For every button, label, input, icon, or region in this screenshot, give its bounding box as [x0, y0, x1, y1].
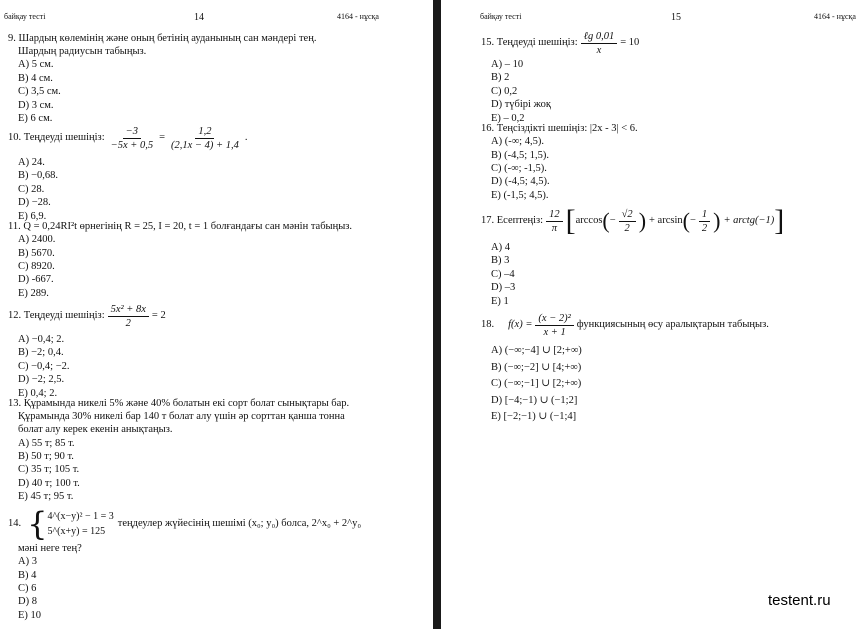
option[interactable]: D) 40 т; 100 т. [18, 477, 80, 489]
option[interactable]: A) −0,4; 2. [18, 334, 65, 345]
option[interactable]: C) 35 т; 105 т. [18, 464, 80, 476]
option[interactable]: E) 6,9. [18, 210, 47, 222]
fraction [108, 303, 149, 330]
variant-label: 4164 - нұсқа [814, 12, 856, 21]
option[interactable]: E) (-1,5; 4,5). [491, 189, 549, 201]
question-text: Шардың радиусын табыңыз. [18, 46, 147, 58]
function-label: f(x) = [508, 319, 533, 331]
page-number: 14 [194, 12, 204, 23]
question-number: 14. [8, 518, 22, 530]
option[interactable]: C) (−∞;−1] ∪ [2;+∞) [491, 378, 582, 389]
options-list [8, 156, 247, 223]
options-list [481, 241, 784, 308]
option[interactable]: A) – 10 [491, 59, 524, 70]
option[interactable]: A) (−∞;−4] ∪ [2;+∞) [491, 345, 582, 356]
option[interactable]: A) 24. [18, 157, 45, 168]
fraction [581, 30, 618, 57]
options-list [8, 555, 361, 622]
function-arccos: arccos [575, 215, 603, 227]
question-text: 13. Құрамында никелі 5% және 40% болатын екі сорт болат сынықтары бар. [8, 398, 350, 409]
question-text: 17. Есептеңіз: [481, 215, 544, 227]
header-title: байқау тесті [4, 12, 46, 21]
option[interactable]: C) 0,2 [491, 85, 518, 97]
option[interactable]: D) −2; 2,5. [18, 374, 65, 386]
left-page [0, 0, 432, 629]
question-text: функциясының өсу аралықтарын табыңыз. [576, 319, 769, 331]
option[interactable]: D) (-4,5; 4,5). [491, 176, 550, 188]
numerator: 1,2 [195, 125, 214, 139]
option[interactable]: D) [−4;−1) ∪ (−1;2] [491, 394, 578, 406]
numerator: (x − 2)² [535, 312, 573, 326]
equation: 5^(x+y) = 125 [47, 526, 106, 537]
option[interactable]: D) –3 [491, 282, 516, 294]
option[interactable]: B) (-4,5; 1,5). [491, 149, 550, 161]
denominator: −5x + 0,5 [110, 139, 154, 151]
denominator: 2 [624, 222, 630, 234]
option[interactable]: C) 6 [18, 582, 37, 594]
denominator: x [596, 44, 602, 56]
option[interactable]: D) 8 [18, 596, 37, 608]
paren-open: ( [602, 208, 610, 233]
option[interactable]: E) 1 [491, 295, 509, 307]
paren-open: ( [682, 208, 690, 233]
bracket-open: [ [565, 204, 576, 237]
option[interactable]: E) 6 см. [18, 112, 53, 124]
fraction [108, 125, 156, 152]
question-text: болат алу керек екенін анықтаңыз. [18, 424, 173, 436]
numerator: ℓg 0,01 [581, 30, 618, 44]
option[interactable]: B) −2; 0,4. [18, 347, 64, 359]
option[interactable]: E) 10 [18, 609, 42, 621]
option[interactable]: B) 4 [18, 569, 37, 581]
option[interactable]: C) −0,4; −2. [18, 360, 70, 372]
options-list [8, 58, 316, 125]
option[interactable]: A) 3 [18, 556, 37, 568]
question-number: 18. [481, 319, 495, 331]
variant-label: 4164 - нұсқа [337, 12, 379, 21]
option[interactable]: E) 289. [18, 287, 49, 299]
paren-close: ) [638, 208, 647, 233]
equation: 4^(x−y)² − 1 = 3 [47, 511, 114, 522]
option[interactable]: C) 28. [18, 183, 45, 195]
option[interactable]: A) 2400. [18, 234, 56, 246]
question-text: 16. Теңсіздікті шешіңіз: |2x - 3| < 6. [481, 123, 638, 134]
option[interactable]: E) [−2;−1) ∪ (−1;4] [491, 411, 577, 422]
options-list [8, 233, 352, 300]
fraction [535, 312, 573, 339]
option[interactable]: E) 45 т; 95 т. [18, 491, 74, 503]
option[interactable]: B) 3 [491, 255, 510, 267]
option[interactable]: C) –4 [491, 268, 515, 280]
paren-close: ) [713, 208, 721, 233]
fraction [546, 208, 563, 235]
question-13 [8, 397, 349, 504]
option[interactable]: B) 5670. [18, 247, 55, 259]
question-text: Құрамында 30% никелі бар 140 т болат алу үшін әр сорттан қанша тонна [18, 411, 345, 423]
denominator: (2,1x − 4) + 1,4 [171, 139, 239, 151]
option[interactable]: E) – 0,2 [491, 112, 525, 124]
question-12 [8, 300, 166, 400]
option[interactable]: D) 3 см. [18, 99, 54, 111]
numerator: 12 [546, 208, 563, 222]
bracket-close: ] [774, 204, 785, 237]
equation-system [47, 509, 113, 539]
option[interactable]: C) (-∞; -1,5). [491, 162, 547, 174]
question-18 [481, 308, 769, 427]
option[interactable]: D) −28. [18, 197, 51, 209]
option[interactable]: B) −0,68. [18, 170, 59, 182]
option[interactable]: D) түбірі жоқ [491, 99, 551, 111]
question-text: 15. Теңдеуді шешіңіз: [481, 37, 578, 49]
question-text: теңдеулер жүйесінің шешімі (x₀; y₀) болса, 2^x₀ + 2^y₀ [117, 518, 361, 530]
page-gutter [433, 0, 441, 629]
option[interactable]: D) -667. [18, 274, 54, 286]
numerator: −3 [123, 125, 141, 139]
equation-rhs: = 2 [151, 310, 166, 322]
options-list [481, 58, 639, 125]
option[interactable]: A) (-∞; 4,5). [491, 136, 544, 148]
question-text: мәні неге тең? [18, 543, 82, 554]
function-arctg: + arctg(−1) [723, 215, 775, 227]
option[interactable]: A) 4 [491, 242, 510, 253]
option[interactable]: A) 5 см. [18, 59, 54, 71]
function-arcsin: + arcsin [649, 215, 683, 227]
header-title: байқау тесті [480, 12, 522, 21]
right-page [442, 0, 865, 629]
page-number: 15 [671, 12, 681, 23]
fraction [168, 125, 242, 152]
fraction [619, 208, 636, 235]
option[interactable]: E) 0,4; 2. [18, 387, 58, 399]
numerator: 5x² + 8x [108, 303, 149, 317]
question-11 [8, 220, 352, 300]
options-list [8, 333, 166, 400]
options-list [8, 437, 349, 504]
option[interactable]: B) 2 [491, 72, 510, 84]
numerator: √2 [619, 208, 636, 222]
question-text: 10. Теңдеуді шешіңіз: [8, 132, 105, 144]
question-text: 12. Теңдеуді шешіңіз: [8, 310, 105, 322]
option[interactable]: A) 55 т; 85 т. [18, 437, 75, 449]
denominator: 2 [125, 317, 131, 329]
equation-rhs: = 10 [620, 37, 640, 49]
options-list [481, 344, 769, 427]
options-list [481, 135, 638, 202]
question-9 [8, 32, 316, 125]
question-text: 11. Q = 0,24RI²t өрнегінің R = 25, I = 20, t = 1 болғандағы сан мәнін табыңыз. [8, 221, 353, 232]
question-16 [481, 122, 638, 202]
numerator: 1 [699, 208, 710, 222]
system-brace: { [27, 505, 48, 543]
denominator: x + 1 [543, 326, 566, 338]
denominator: 2 [701, 222, 708, 234]
question-10: 10. Теңдеуді шешіңіз: $\frac{-3}{-5x + 0,5}$ = $\frac{1,2}{(2,1x - 4) + 1,4}$ . A) 24. B) −0,68. C) 28. D) −28. E) 6,9. [8, 125, 248, 222]
option[interactable]: B) 4 см. [18, 72, 53, 84]
option[interactable]: C) 3,5 см. [18, 86, 61, 98]
option[interactable]: B) (−∞;−2] ∪ [4;+∞) [491, 361, 582, 373]
option[interactable]: C) 8920. [18, 260, 55, 272]
denominator: π [551, 222, 557, 234]
question-15 [481, 28, 639, 125]
fraction [699, 208, 710, 235]
option[interactable]: B) 50 т; 90 т. [18, 451, 74, 462]
question-text: 9. Шардың көлемінің және оның бетінің ауданының сан мәндері тең. [8, 33, 317, 44]
question-17: 17. Есептеңіз: $\frac{12}{\pi}$ [ arccos ( − $\frac{√2}{2}$ ) + arcsin ( − $\frac{1}{2}$ ) + arctg(−1) ] A) 4 B) 3 C) –4 D) –3 E) 1 [481, 204, 785, 307]
question-14 [8, 506, 361, 622]
watermark: testent.ru [768, 592, 831, 609]
